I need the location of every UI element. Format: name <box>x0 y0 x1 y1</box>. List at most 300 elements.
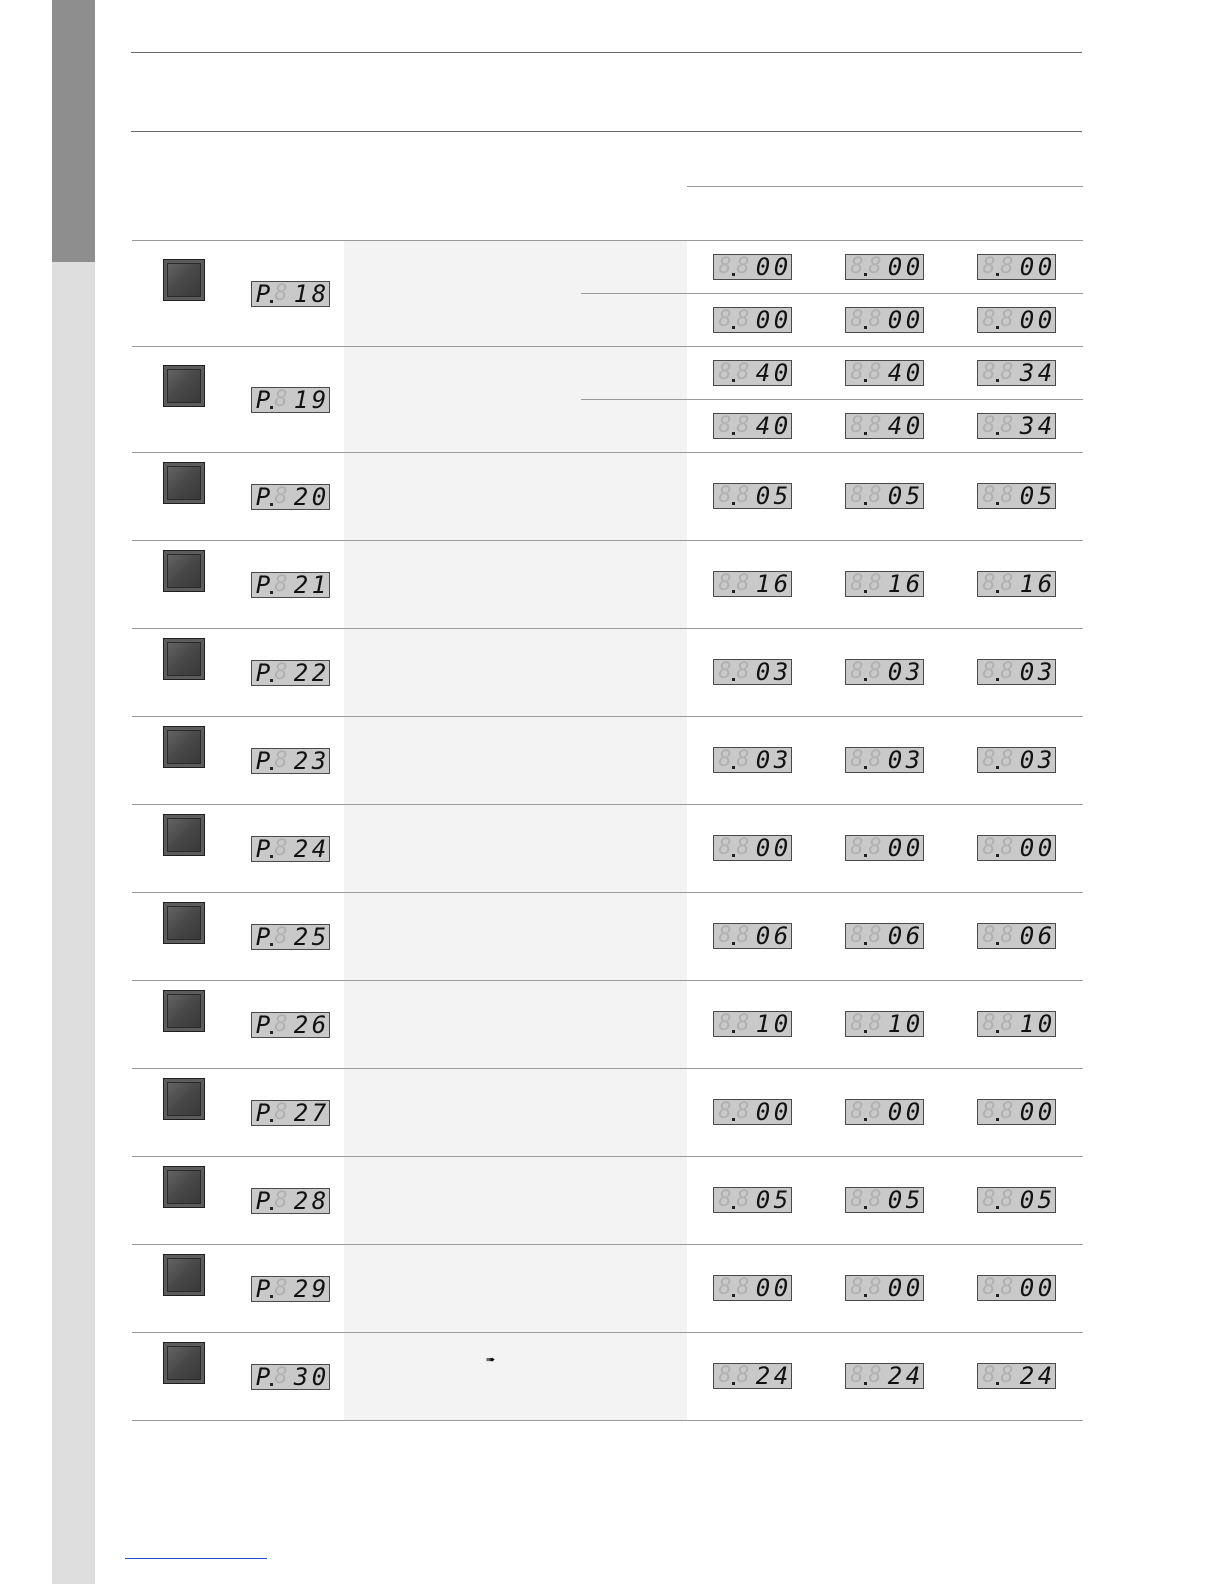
lcd-ghost-digit: 8 <box>1000 360 1014 385</box>
lcd-ghost-digit: 8 <box>718 659 732 684</box>
lcd-decimal-point <box>996 326 999 329</box>
lcd-value-digit: 0 <box>887 746 903 774</box>
lcd-ghost-digit: 8 <box>274 660 288 685</box>
param-number-digit: 2 <box>293 747 309 775</box>
lcd-value-digit: 1 <box>755 570 771 598</box>
value-display <box>977 307 1056 333</box>
lcd-value-digit: 0 <box>1037 306 1053 334</box>
lcd-value-digit: 0 <box>905 1010 921 1038</box>
lcd-decimal-point <box>732 326 735 329</box>
param-number-digit: 0 <box>311 1363 327 1391</box>
lcd-decimal-point <box>996 854 999 857</box>
value-display <box>713 1363 792 1389</box>
lcd-ghost-digit: 8 <box>736 1363 750 1388</box>
lcd-value-digit: 1 <box>1019 1010 1035 1038</box>
param-number-digit: 3 <box>293 1363 309 1391</box>
value-display <box>845 483 924 509</box>
lcd-value-digit: 4 <box>1037 359 1053 387</box>
param-letter: P <box>255 571 271 599</box>
lcd-value-digit: 0 <box>773 306 789 334</box>
param-letter: P <box>255 280 271 308</box>
lcd-value-digit: 0 <box>887 658 903 686</box>
parameter-code-display <box>251 281 330 307</box>
lcd-value-digit: 4 <box>887 412 903 440</box>
lcd-decimal-point <box>996 432 999 435</box>
param-letter: P <box>255 659 271 687</box>
value-display <box>713 413 792 439</box>
lcd-value-digit: 6 <box>905 570 921 598</box>
lcd-ghost-digit: 8 <box>1000 571 1014 596</box>
lcd-ghost-digit: 8 <box>736 747 750 772</box>
lcd-ghost-digit: 8 <box>718 413 732 438</box>
lcd-value-digit: 0 <box>887 1098 903 1126</box>
key-button-icon[interactable] <box>163 365 205 407</box>
lcd-decimal-point <box>864 432 867 435</box>
lcd-ghost-digit: 8 <box>736 483 750 508</box>
lcd-ghost-digit: 8 <box>274 1276 288 1301</box>
lcd-ghost-digit: 8 <box>868 360 882 385</box>
value-display <box>977 360 1056 386</box>
key-button-icon[interactable] <box>163 1166 205 1208</box>
lcd-ghost-digit: 8 <box>274 281 288 306</box>
lcd-value-digit: 0 <box>755 306 771 334</box>
lcd-ghost-digit: 8 <box>736 835 750 860</box>
parameter-code-display <box>251 484 330 510</box>
lcd-value-digit: 5 <box>905 482 921 510</box>
lcd-ghost-digit: 8 <box>274 1364 288 1389</box>
lcd-value-digit: 3 <box>773 658 789 686</box>
lcd-ghost-digit: 8 <box>868 1187 882 1212</box>
lcd-ghost-digit: 8 <box>982 1099 996 1124</box>
lcd-value-digit: 0 <box>755 658 771 686</box>
lcd-ghost-digit: 8 <box>850 307 864 332</box>
lcd-ghost-digit: 8 <box>868 483 882 508</box>
lcd-value-digit: 0 <box>887 834 903 862</box>
table-row <box>132 1333 1083 1421</box>
lcd-value-digit: 5 <box>1037 1186 1053 1214</box>
lcd-ghost-digit: 8 <box>868 1275 882 1300</box>
lcd-value-digit: 0 <box>1019 658 1035 686</box>
header-top-rule <box>131 52 1082 53</box>
lcd-value-digit: 0 <box>887 306 903 334</box>
lcd-ghost-digit: 8 <box>850 1275 864 1300</box>
value-display <box>713 1275 792 1301</box>
sub-row-divider <box>581 293 1083 294</box>
description-cell <box>344 981 687 1068</box>
lcd-ghost-digit: 8 <box>868 571 882 596</box>
table-row <box>132 717 1083 805</box>
lcd-value-digit: 0 <box>1037 1274 1053 1302</box>
lcd-ghost-digit: 8 <box>274 387 288 412</box>
lcd-value-digit: 0 <box>1037 253 1053 281</box>
lcd-decimal-point <box>864 1030 867 1033</box>
value-display <box>845 1275 924 1301</box>
table-row <box>132 541 1083 629</box>
lcd-ghost-digit: 8 <box>718 1011 732 1036</box>
param-number-digit: 2 <box>293 1275 309 1303</box>
lcd-value-digit: 0 <box>905 834 921 862</box>
lcd-ghost-digit: 8 <box>1000 747 1014 772</box>
lcd-value-digit: 2 <box>887 1362 903 1390</box>
description-cell <box>344 717 687 804</box>
sub-row-divider <box>581 399 1083 400</box>
lcd-ghost-digit: 8 <box>868 659 882 684</box>
lcd-ghost-digit: 8 <box>850 254 864 279</box>
lcd-ghost-digit: 8 <box>850 1363 864 1388</box>
value-display <box>845 1099 924 1125</box>
value-display <box>845 659 924 685</box>
param-letter: P <box>255 1011 271 1039</box>
param-letter: P <box>255 1363 271 1391</box>
value-display <box>713 659 792 685</box>
table-row <box>132 629 1083 717</box>
parameter-code-display <box>251 572 330 598</box>
lcd-value-digit: 0 <box>905 1274 921 1302</box>
lcd-ghost-digit: 8 <box>736 360 750 385</box>
param-number-digit: 2 <box>293 1099 309 1127</box>
key-button-icon[interactable] <box>163 550 205 592</box>
lcd-value-digit: 0 <box>1037 834 1053 862</box>
lcd-ghost-digit: 8 <box>274 836 288 861</box>
lcd-decimal-point <box>864 590 867 593</box>
lcd-ghost-digit: 8 <box>718 1275 732 1300</box>
param-letter: P <box>255 1275 271 1303</box>
lcd-decimal-point <box>996 1118 999 1121</box>
parameter-code-display <box>251 1276 330 1302</box>
value-display <box>713 307 792 333</box>
lcd-value-digit: 3 <box>773 746 789 774</box>
param-letter: P <box>255 1099 271 1127</box>
param-letter: P <box>255 483 271 511</box>
description-cell <box>344 1157 687 1244</box>
lcd-decimal-point <box>732 1294 735 1297</box>
key-button-icon[interactable] <box>163 462 205 504</box>
value-display <box>713 923 792 949</box>
lcd-ghost-digit: 8 <box>982 1011 996 1036</box>
lcd-ghost-digit: 8 <box>982 483 996 508</box>
lcd-ghost-digit: 8 <box>718 307 732 332</box>
lcd-decimal-point <box>864 1206 867 1209</box>
value-display <box>713 1187 792 1213</box>
lcd-value-digit: 3 <box>1037 746 1053 774</box>
param-number-digit: 9 <box>311 1275 327 1303</box>
lcd-ghost-digit: 8 <box>1000 254 1014 279</box>
lcd-value-digit: 0 <box>1019 922 1035 950</box>
lcd-decimal-point <box>996 1294 999 1297</box>
key-button-icon[interactable] <box>163 638 205 680</box>
param-number-digit: 8 <box>311 280 327 308</box>
value-display <box>713 483 792 509</box>
description-cell <box>344 541 687 628</box>
lcd-value-digit: 0 <box>1019 1098 1035 1126</box>
param-number-digit: 2 <box>293 483 309 511</box>
param-number-digit: 2 <box>293 835 309 863</box>
lcd-ghost-digit: 8 <box>850 747 864 772</box>
lcd-value-digit: 1 <box>1019 570 1035 598</box>
lcd-ghost-digit: 8 <box>274 1188 288 1213</box>
chapter-tab <box>52 0 95 262</box>
lcd-value-digit: 0 <box>887 1274 903 1302</box>
value-display <box>977 254 1056 280</box>
value-display <box>713 835 792 861</box>
lcd-decimal-point <box>732 1382 735 1385</box>
lcd-decimal-point <box>864 273 867 276</box>
table-row <box>132 1157 1083 1245</box>
parameter-code-display <box>251 924 330 950</box>
value-display <box>845 923 924 949</box>
lcd-decimal-point <box>996 502 999 505</box>
value-display <box>977 747 1056 773</box>
lcd-ghost-digit: 8 <box>982 835 996 860</box>
value-display <box>845 360 924 386</box>
lcd-decimal-point <box>732 766 735 769</box>
lcd-value-digit: 5 <box>1037 482 1053 510</box>
param-number-digit: 2 <box>293 571 309 599</box>
lcd-value-digit: 4 <box>905 1362 921 1390</box>
lcd-ghost-digit: 8 <box>1000 307 1014 332</box>
key-button-icon[interactable] <box>163 990 205 1032</box>
table-row <box>132 1245 1083 1333</box>
lcd-value-digit: 0 <box>887 253 903 281</box>
lcd-ghost-digit: 8 <box>1000 1363 1014 1388</box>
key-button-icon[interactable] <box>163 1254 205 1296</box>
lcd-ghost-digit: 8 <box>736 571 750 596</box>
lcd-value-digit: 0 <box>905 359 921 387</box>
lcd-value-digit: 0 <box>1019 746 1035 774</box>
table-row <box>132 347 1083 453</box>
lcd-value-digit: 0 <box>755 482 771 510</box>
lcd-decimal-point <box>996 1030 999 1033</box>
lcd-ghost-digit: 8 <box>868 1099 882 1124</box>
value-display <box>977 413 1056 439</box>
description-cell <box>344 629 687 716</box>
param-number-digit: 1 <box>293 386 309 414</box>
lcd-value-digit: 4 <box>755 359 771 387</box>
key-button-icon[interactable] <box>163 814 205 856</box>
param-number-digit: 2 <box>311 659 327 687</box>
lcd-ghost-digit: 8 <box>982 1275 996 1300</box>
lcd-decimal-point <box>996 942 999 945</box>
lcd-decimal-point <box>732 590 735 593</box>
lcd-ghost-digit: 8 <box>868 254 882 279</box>
key-button-icon[interactable] <box>163 902 205 944</box>
lcd-ghost-digit: 8 <box>718 571 732 596</box>
lcd-value-digit: 6 <box>1037 922 1053 950</box>
lcd-value-digit: 0 <box>887 1186 903 1214</box>
lcd-ghost-digit: 8 <box>850 360 864 385</box>
lcd-value-digit: 5 <box>905 1186 921 1214</box>
lcd-decimal-point <box>732 1118 735 1121</box>
lcd-ghost-digit: 8 <box>868 747 882 772</box>
lcd-value-digit: 4 <box>887 359 903 387</box>
column-group-rule <box>687 186 1083 187</box>
description-cell <box>344 805 687 892</box>
lcd-decimal-point <box>732 1206 735 1209</box>
param-number-digit: 3 <box>311 747 327 775</box>
param-number-digit: 1 <box>293 280 309 308</box>
lcd-value-digit: 0 <box>773 1274 789 1302</box>
lcd-ghost-digit: 8 <box>274 572 288 597</box>
lcd-decimal-point <box>996 590 999 593</box>
lcd-value-digit: 1 <box>755 1010 771 1038</box>
lcd-value-digit: 0 <box>1019 306 1035 334</box>
lcd-value-digit: 6 <box>1037 570 1053 598</box>
lcd-value-digit: 0 <box>755 1098 771 1126</box>
value-display <box>713 1099 792 1125</box>
lcd-decimal-point <box>996 1382 999 1385</box>
lcd-value-digit: 0 <box>905 253 921 281</box>
lcd-value-digit: 4 <box>1037 1362 1053 1390</box>
lcd-ghost-digit: 8 <box>982 659 996 684</box>
lcd-decimal-point <box>864 379 867 382</box>
param-number-digit: 4 <box>311 835 327 863</box>
key-button-icon[interactable] <box>163 1342 205 1384</box>
key-button-icon[interactable] <box>163 726 205 768</box>
lcd-ghost-digit: 8 <box>982 1187 996 1212</box>
lcd-ghost-digit: 8 <box>982 571 996 596</box>
lcd-value-digit: 5 <box>773 1186 789 1214</box>
param-number-digit: 6 <box>311 1011 327 1039</box>
lcd-ghost-digit: 8 <box>274 1100 288 1125</box>
lcd-ghost-digit: 8 <box>982 254 996 279</box>
lcd-decimal-point <box>864 1382 867 1385</box>
param-letter: P <box>255 1187 271 1215</box>
lcd-ghost-digit: 8 <box>718 923 732 948</box>
lcd-ghost-digit: 8 <box>868 307 882 332</box>
parameter-code-display <box>251 748 330 774</box>
lcd-decimal-point <box>864 942 867 945</box>
lcd-ghost-digit: 8 <box>850 923 864 948</box>
lcd-ghost-digit: 8 <box>868 413 882 438</box>
lcd-decimal-point <box>996 678 999 681</box>
lcd-ghost-digit: 8 <box>982 307 996 332</box>
table-row <box>132 240 1083 347</box>
lcd-value-digit: 0 <box>773 1010 789 1038</box>
arrow-right-icon: ➠ <box>486 1353 496 1366</box>
lcd-ghost-digit: 8 <box>982 413 996 438</box>
lcd-ghost-digit: 8 <box>736 923 750 948</box>
lcd-value-digit: 0 <box>1037 1098 1053 1126</box>
param-letter: P <box>255 747 271 775</box>
value-display <box>845 571 924 597</box>
lcd-ghost-digit: 8 <box>1000 1187 1014 1212</box>
description-cell <box>344 1333 687 1420</box>
lcd-decimal-point <box>864 1118 867 1121</box>
lcd-value-digit: 0 <box>773 834 789 862</box>
lcd-ghost-digit: 8 <box>274 748 288 773</box>
lcd-ghost-digit: 8 <box>982 747 996 772</box>
description-cell <box>344 893 687 980</box>
value-display <box>845 413 924 439</box>
lcd-ghost-digit: 8 <box>850 571 864 596</box>
lcd-decimal-point <box>996 273 999 276</box>
lcd-ghost-digit: 8 <box>982 923 996 948</box>
lcd-ghost-digit: 8 <box>718 483 732 508</box>
lcd-value-digit: 0 <box>773 253 789 281</box>
lcd-decimal-point <box>996 1206 999 1209</box>
parameter-code-display <box>251 1188 330 1214</box>
lcd-value-digit: 0 <box>755 922 771 950</box>
lcd-decimal-point <box>732 273 735 276</box>
lcd-value-digit: 1 <box>887 1010 903 1038</box>
lcd-decimal-point <box>996 379 999 382</box>
lcd-decimal-point <box>732 1030 735 1033</box>
lcd-ghost-digit: 8 <box>850 659 864 684</box>
lcd-value-digit: 0 <box>1037 1010 1053 1038</box>
lcd-ghost-digit: 8 <box>868 835 882 860</box>
lcd-ghost-digit: 8 <box>850 413 864 438</box>
value-display <box>713 254 792 280</box>
lcd-value-digit: 4 <box>1037 412 1053 440</box>
lcd-value-digit: 0 <box>773 359 789 387</box>
value-display <box>845 835 924 861</box>
value-display <box>845 1011 924 1037</box>
lcd-value-digit: 0 <box>1019 1274 1035 1302</box>
lcd-value-digit: 3 <box>1037 658 1053 686</box>
value-display <box>977 1011 1056 1037</box>
lcd-ghost-digit: 8 <box>868 1363 882 1388</box>
lcd-ghost-digit: 8 <box>850 1187 864 1212</box>
param-number-digit: 8 <box>311 1187 327 1215</box>
lcd-value-digit: 6 <box>905 922 921 950</box>
lcd-decimal-point <box>732 854 735 857</box>
lcd-value-digit: 6 <box>773 570 789 598</box>
lcd-decimal-point <box>864 502 867 505</box>
value-display <box>713 747 792 773</box>
value-display <box>713 360 792 386</box>
param-number-digit: 2 <box>293 659 309 687</box>
param-number-digit: 7 <box>311 1099 327 1127</box>
lcd-value-digit: 4 <box>755 412 771 440</box>
value-display <box>845 254 924 280</box>
key-button-icon[interactable] <box>163 1078 205 1120</box>
lcd-value-digit: 0 <box>905 306 921 334</box>
table-row <box>132 893 1083 981</box>
value-display <box>977 1187 1056 1213</box>
param-number-digit: 5 <box>311 923 327 951</box>
lcd-decimal-point <box>864 326 867 329</box>
lcd-ghost-digit: 8 <box>718 1187 732 1212</box>
lcd-value-digit: 3 <box>1019 412 1035 440</box>
lcd-value-digit: 3 <box>905 746 921 774</box>
lcd-ghost-digit: 8 <box>1000 1011 1014 1036</box>
lcd-value-digit: 0 <box>755 834 771 862</box>
lcd-value-digit: 0 <box>1019 1186 1035 1214</box>
value-display <box>845 747 924 773</box>
description-cell <box>344 453 687 540</box>
lcd-value-digit: 0 <box>1019 253 1035 281</box>
lcd-decimal-point <box>732 379 735 382</box>
lcd-decimal-point <box>732 432 735 435</box>
table-row <box>132 981 1083 1069</box>
description-cell <box>344 1069 687 1156</box>
footer-link-underline[interactable] <box>125 1558 267 1559</box>
lcd-value-digit: 2 <box>755 1362 771 1390</box>
lcd-decimal-point <box>864 766 867 769</box>
lcd-value-digit: 0 <box>755 1186 771 1214</box>
lcd-decimal-point <box>864 678 867 681</box>
value-display <box>977 923 1056 949</box>
lcd-ghost-digit: 8 <box>736 1011 750 1036</box>
table-row <box>132 1069 1083 1157</box>
value-display <box>977 1099 1056 1125</box>
param-number-digit: 1 <box>311 571 327 599</box>
param-letter: P <box>255 923 271 951</box>
lcd-ghost-digit: 8 <box>736 1275 750 1300</box>
lcd-ghost-digit: 8 <box>1000 483 1014 508</box>
parameter-code-display <box>251 836 330 862</box>
key-button-icon[interactable] <box>163 259 205 301</box>
